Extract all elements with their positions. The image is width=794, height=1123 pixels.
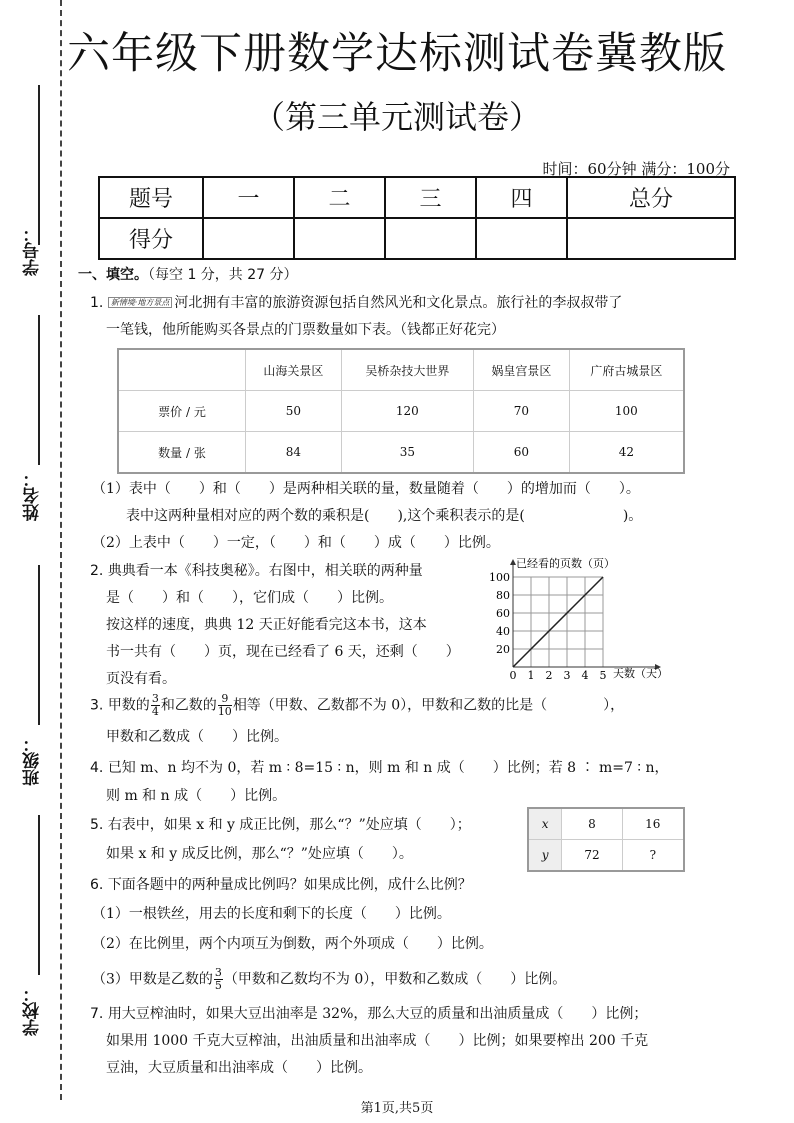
q1-cell: 35 — [341, 432, 473, 474]
q3-line2: 甲数和乙数成（ ）比例。 — [106, 729, 288, 745]
score-row-label: 得分 — [99, 218, 203, 259]
q1-tag: 新情境·地方景点 — [108, 297, 173, 308]
q6-sub3-a: （3）甲数是乙数的 — [92, 971, 213, 988]
q2-chart-ylabel: 已经看的页数（页） — [516, 557, 615, 570]
q4-line2: 则 m 和 n 成（ ）比例。 — [106, 788, 287, 804]
score-header-cell: 四 — [476, 177, 567, 218]
q1-text1: 河北拥有丰富的旅游资源包括自然风光和文化景点。旅行社的李叔叔带了 — [174, 295, 623, 311]
q2-chart-xlabel: 天数（天） — [613, 667, 668, 680]
q5-var-y: y — [528, 840, 562, 872]
q2-chart-xtick: 1 — [527, 669, 535, 682]
q4-line1 — [90, 757, 668, 777]
q6-sub2: （2）在比例里，两个内项互为倒数，两个外项成（ ）比例。 — [92, 936, 493, 952]
score-header-cell: 总分 — [567, 177, 735, 218]
q2-text1: 典典看一本《科技奥秘》。右图中，相关联的两种量 — [107, 563, 423, 579]
q1-line2: 一笔钱，他所能购买各景点的门票数量如下表。（钱都正好花完） — [106, 322, 505, 338]
q5-var-x: x — [528, 808, 562, 840]
q1-table-corner — [118, 349, 246, 391]
page-footer: 第1页,共5页 — [360, 1101, 434, 1116]
q6-sub1: （1）一根铁丝，用去的长度和剩下的长度（ ）比例。 — [92, 906, 451, 922]
side-label-xuehao: 学号： — [23, 225, 43, 276]
q5-text1: 右表中，如果 x 和 y 成正比例，那么“？”处应填（ ）； — [107, 817, 471, 833]
q1-table-col: 娲皇宫景区 — [473, 349, 569, 391]
q3-text-a: 甲数的 — [107, 697, 150, 714]
q5-cell: ? — [622, 840, 684, 872]
score-header-cell: 二 — [294, 177, 385, 218]
page-subtitle: （第三单元测试卷） — [252, 98, 541, 136]
score-table — [98, 176, 736, 260]
score-header-row — [99, 177, 735, 218]
q2-chart-ytick: 20 — [496, 643, 510, 656]
q2-line5: 页没有看。 — [106, 671, 176, 687]
q5-cell: 72 — [562, 840, 622, 872]
q2-chart-xtick: 4 — [581, 669, 589, 682]
q1-table-header — [118, 349, 684, 391]
q1-cell: 70 — [473, 391, 569, 432]
score-header-cell: 题号 — [99, 177, 203, 218]
q5-number: 5. — [90, 817, 104, 833]
q1-table — [117, 348, 685, 474]
q2-line3: 按这样的速度，典典 12 天正好能看完这本书，这本 — [106, 617, 427, 633]
q1-sub1a: （1）表中（ ）和（ ）是两种相关联的量，数量随着（ ）的增加而（ ）。 — [92, 481, 640, 497]
q1-cell: 100 — [569, 391, 684, 432]
q4-number: 4. — [90, 760, 104, 776]
section-1-note: （每空 1 分，共 27 分） — [148, 267, 298, 283]
q7-line2: 如果用 1000 千克大豆榨油，出油质量和出油率成（ ）比例；如果要榨出 200 千克 — [106, 1033, 649, 1049]
score-header-cell: 三 — [385, 177, 476, 218]
q6-fraction: $\frac{3}{5}$ — [214, 966, 222, 992]
q1-sub1b: 表中这两种量相对应的两个数的乘积是( ),这个乘积表示的是( )。 — [126, 508, 643, 524]
q3-text-c: 相等（甲数、乙数都不为 0），甲数和乙数的比是（ ）， — [232, 697, 625, 714]
q2-chart-series-line — [513, 577, 603, 667]
section-1-heading — [78, 264, 298, 284]
q6-text1: 下面各题中的两种量成比例吗？如果成比例，成什么比例？ — [107, 877, 472, 893]
q5-line2: 如果 x 和 y 成反比例，那么“？”处应填（ ）。 — [106, 846, 413, 862]
q2-number: 2. — [90, 563, 104, 579]
score-row — [99, 218, 735, 259]
side-underline — [38, 565, 40, 725]
q6-number: 6. — [90, 877, 104, 893]
q1-number: 1. — [90, 295, 104, 311]
q6-line1 — [90, 874, 472, 894]
q1-row-label: 票价 / 元 — [118, 391, 246, 432]
q1-line1 — [90, 292, 622, 312]
q2-chart-xtick: 2 — [545, 669, 553, 682]
q7-line1 — [90, 1003, 647, 1023]
q7-line3: 豆油，大豆质量和出油率成（ ）比例。 — [106, 1060, 372, 1076]
time-info: 时间：60分钟 满分：100分 — [542, 160, 730, 178]
q2-chart-ytick: 60 — [496, 607, 510, 620]
q1-table-col: 山海关景区 — [246, 349, 342, 391]
q7-number: 7. — [90, 1006, 104, 1022]
q2-line1 — [90, 560, 423, 580]
side-label-xingming: 姓名： — [23, 470, 43, 521]
q1-row-label: 数量 / 张 — [118, 432, 246, 474]
q1-cell: 84 — [246, 432, 342, 474]
q2-line4: 书一共有（ ）页，现在已经看了 6 天，还剩（ ） — [106, 644, 460, 660]
q1-cell: 60 — [473, 432, 569, 474]
q5-cell: 16 — [622, 808, 684, 840]
score-cell[interactable] — [294, 218, 385, 259]
q3-number: 3. — [90, 697, 104, 714]
side-label-banji: 班级： — [23, 735, 43, 786]
q5-line1 — [90, 814, 471, 834]
q1-sub2: （2）上表中（ ）一定，（ ）和（ ）成（ ）比例。 — [92, 535, 500, 551]
q2-chart-xtick: 5 — [599, 669, 607, 682]
q2-chart-xtick: 0 — [509, 669, 517, 682]
score-header-cell: 一 — [203, 177, 294, 218]
side-underline — [38, 815, 40, 975]
q6-sub3 — [92, 967, 566, 992]
q3-fraction-1: $\frac{3}{4}$ — [151, 692, 159, 718]
q6-sub3-b: （甲数和乙数均不为 0），甲数和乙数成（ ）比例。 — [223, 971, 567, 988]
q2-line2: 是（ ）和（ ），它们成（ ）比例。 — [106, 590, 393, 606]
q1-table-col: 广府古城景区 — [569, 349, 684, 391]
score-cell[interactable] — [567, 218, 735, 259]
q1-cell: 50 — [246, 391, 342, 432]
q3-fraction-2: $\frac{9}{10}$ — [217, 692, 232, 718]
binding-dashed-line — [60, 0, 62, 1100]
q2-line-chart — [485, 555, 690, 685]
q1-table-col: 吴桥杂技大世界 — [341, 349, 473, 391]
score-cell[interactable] — [385, 218, 476, 259]
score-cell[interactable] — [476, 218, 567, 259]
q5-row-y — [528, 840, 684, 872]
q1-cell: 42 — [569, 432, 684, 474]
q3-text-b: 和乙数的 — [160, 697, 217, 714]
score-cell[interactable] — [203, 218, 294, 259]
q7-text1: 用大豆榨油时，如果大豆出油率是 32%，那么大豆的质量和出油质量成（ ）比例； — [107, 1006, 648, 1022]
q5-cell: 8 — [562, 808, 622, 840]
q5-table — [527, 807, 685, 872]
q4-text1: 已知 m、n 均不为 0，若 m ∶ 8=15 ∶ n，则 m 和 n 成（ ）比例；若 8 ∶ m=7 ∶ n， — [107, 760, 669, 776]
side-label-xuexiao: 学校： — [23, 985, 43, 1036]
side-underline — [38, 315, 40, 465]
q2-chart-xtick: 3 — [563, 669, 571, 682]
q1-cell: 120 — [341, 391, 473, 432]
q2-chart-ytick: 40 — [496, 625, 510, 638]
q5-row-x — [528, 808, 684, 840]
q1-table-row — [118, 391, 684, 432]
section-1-title: 一、填空。 — [78, 267, 148, 283]
q3-line1 — [90, 693, 624, 718]
page-title: 六年级下册数学达标测试卷冀教版 — [67, 29, 727, 79]
q1-table-row — [118, 432, 684, 474]
q2-chart-ytick: 100 — [489, 571, 510, 584]
q2-chart-ytick: 80 — [496, 589, 510, 602]
